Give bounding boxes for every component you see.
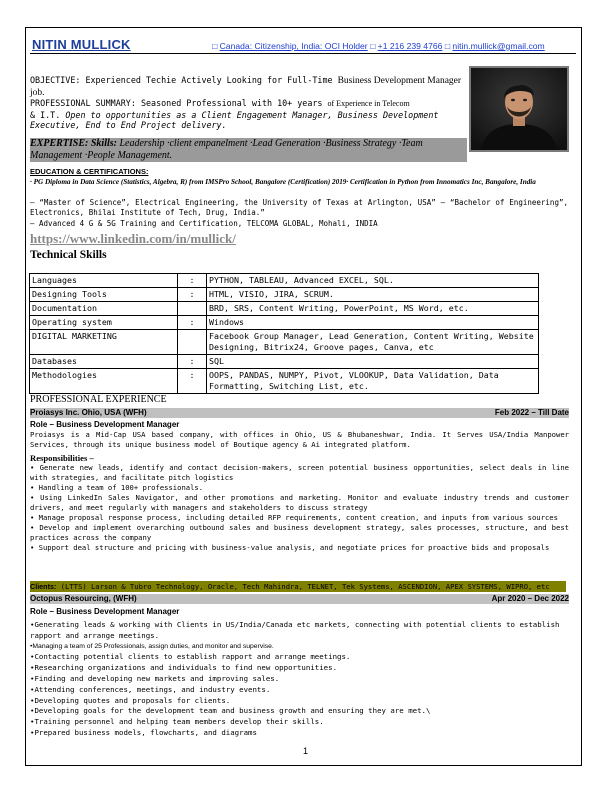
job1-bullets bbox=[30, 463, 569, 553]
skill-separator: : bbox=[178, 316, 207, 330]
skill-separator: : bbox=[178, 369, 207, 394]
skill-values: BRD, SRS, Content Writing, PowerPoint, MS Word, etc. bbox=[207, 302, 539, 316]
skill-separator: : bbox=[178, 274, 207, 288]
linkedin-link[interactable]: https://www.linkedin.com/in/mullick/ bbox=[30, 231, 236, 246]
job1-bullet: • Using LinkedIn Sales Navigator, and other promotions and marketing. Monitor and evaluate industry trends and customer drivers, and meet regularly with managers and stakeholders to discuss strategy bbox=[30, 493, 569, 512]
skills-row bbox=[30, 288, 539, 302]
job2-role: Role – Business Development Manager bbox=[30, 607, 180, 616]
skill-separator bbox=[178, 302, 207, 316]
education-line-1: · PG Diploma in Data Science (Statistics, Algebra, R) from IMSPro School, Bangalore (Certification) 2019· Certification in Python from Innomatics Inc, Bangalore, India bbox=[30, 178, 536, 186]
skills-row bbox=[30, 330, 539, 355]
job1-bullet: • Develop and implement overarching outbound sales and business development strategy, sales processes, structure, and best practices across the company bbox=[30, 523, 569, 542]
job1-responsibilities-heading: Responsibilities – bbox=[30, 453, 94, 463]
professional-text: Seasoned Professional with 10+ years bbox=[140, 98, 323, 108]
profile-photo-icon bbox=[471, 68, 567, 150]
header-divider bbox=[30, 53, 576, 54]
profile-photo bbox=[469, 66, 569, 152]
skill-category: DIGITAL MARKETING bbox=[30, 330, 178, 355]
expertise-block bbox=[30, 138, 467, 162]
job1-bullet: • Manage proposal response process, including detailed RFP requirements, content creation, and inputs from various sources bbox=[30, 513, 558, 522]
technical-skills-heading: Technical Skills bbox=[30, 249, 107, 261]
job2-bullet: •Researching organizations and individuals to find new opportunities. bbox=[30, 663, 338, 673]
skill-values: Windows bbox=[207, 316, 539, 330]
location-text[interactable]: Canada: Citizenship, India: OCI Holder bbox=[219, 41, 368, 51]
skill-category: Methodologies bbox=[30, 369, 178, 394]
skill-values: SQL bbox=[207, 355, 539, 369]
clients-text: (LTTS) Larson & Tubro Technology, Oracle, Tech Mahindra, TELNET, Tek Systems, ASCENDION, APEX SYSTEMS, WIPRO, etc bbox=[60, 582, 550, 591]
job2-bullet: •Prepared business models, flowcharts, and diagrams bbox=[30, 727, 257, 737]
skill-category: Languages bbox=[30, 274, 178, 288]
expertise-label: EXPERTISE: Skills: bbox=[30, 138, 117, 149]
job2-bullet: •Finding and developing new markets and improving sales. bbox=[30, 673, 280, 683]
job1-dates: Feb 2022 – Till Date bbox=[494, 408, 569, 417]
objective-label: OBJECTIVE: bbox=[30, 75, 81, 85]
professional-label: PROFESSIONAL SUMMARY: bbox=[30, 98, 136, 108]
skill-separator: : bbox=[178, 288, 207, 302]
phone-link[interactable]: +1 216 239 4766 bbox=[377, 41, 443, 51]
skill-values: OOPS, PANDAS, NUMPY, Pivot, VLOOKUP, Data Validation, Data Formatting, Switching List, etc. bbox=[207, 369, 539, 394]
skill-category: Designing Tools bbox=[30, 288, 178, 302]
education-heading: EDUCATION & CERTIFICATIONS: bbox=[30, 167, 149, 176]
job2-header-bar bbox=[30, 594, 569, 604]
job1-role: Role – Business Development Manager bbox=[30, 420, 180, 429]
phone-icon: □ bbox=[370, 41, 378, 51]
skill-values: HTML, VISIO, JIRA, SCRUM. bbox=[207, 288, 539, 302]
skills-row bbox=[30, 369, 539, 394]
technical-skills-table bbox=[29, 273, 539, 394]
objective-text: Experienced Techie Actively Looking for Full-Time bbox=[85, 75, 333, 85]
professional-serif: of Experience in Telecom bbox=[327, 99, 410, 108]
skill-category: Documentation bbox=[30, 302, 178, 316]
job2-bullet: •Managing a team of 25 Professionals, assign duties, and monitor and supervise. bbox=[30, 642, 274, 650]
job2-bullets bbox=[30, 620, 560, 739]
education-line-3: – Advanced 4 G & 5G Training and Certification, TELCOMA GLOBAL, Mohali, INDIA bbox=[30, 219, 378, 228]
skill-values: Facebook Group Manager, Lead Generation, Content Writing, Website Designing, Bitrix24, Groove pages, Canva, etc bbox=[207, 330, 539, 355]
skill-separator bbox=[178, 330, 207, 355]
email-icon: □ bbox=[444, 41, 453, 51]
job2-bullet: •Training personnel and helping team members develop their skills. bbox=[30, 717, 324, 727]
skills-row bbox=[30, 274, 539, 288]
job2-company: Octopus Resourcing, (WFH) bbox=[30, 594, 137, 603]
experience-heading: PROFESSIONAL EXPERIENCE bbox=[30, 394, 167, 405]
skill-category: Operating system bbox=[30, 316, 178, 330]
job2-bullet: •Generating leads & working with Clients in US/India/Canada etc markets, connecting with potential clients to establish rapport and arrange meetings. bbox=[30, 620, 560, 640]
clients-label: Clients: bbox=[30, 582, 57, 591]
job1-description: Proiasys is a Mid-Cap USA based company, with offices in Ohio, US & Bhubaneshwar, India. It Serves USA/India Manpower Services, through its unique business model of Boutique agency & Ai integrated platform. bbox=[30, 430, 569, 449]
objective-summary bbox=[30, 75, 462, 131]
professional-italic: Open to opportunities as a Client Engagement Manager, Business Development Executive, End to End Project delivery. bbox=[30, 109, 439, 130]
job1-company: Proiasys Inc. Ohio, USA (WFH) bbox=[30, 408, 147, 417]
job1-bullet: • Handling a team of 100+ professionals. bbox=[30, 483, 204, 492]
skill-values: PYTHON, TABLEAU, Advanced EXCEL, SQL. bbox=[207, 274, 539, 288]
objective-serif: Business Development Manager job. bbox=[30, 76, 462, 98]
job1-clients bbox=[30, 581, 566, 592]
job1-bullet: • Support deal structure and pricing with business-value analysis, and negotiate prices for proactive bids and proposals bbox=[30, 543, 550, 552]
job2-bullet: •Attending conferences, meetings, and industry events. bbox=[30, 684, 271, 694]
skills-row bbox=[30, 355, 539, 369]
professional-line2: & I.T. bbox=[30, 109, 61, 120]
skills-row bbox=[30, 316, 539, 330]
education-line-2: – “Master of Science”, Electrical Engineering, the University of Texas at Arlington, USA” – “Bachelor of Engineering”, Electronics, Bhilai Institute of Tech, Drug, India.” bbox=[30, 198, 568, 217]
contact-line bbox=[212, 41, 545, 51]
location-icon: □ bbox=[212, 41, 220, 51]
skill-category: Databases bbox=[30, 355, 178, 369]
email-link[interactable]: nitin.mullick@gmail.com bbox=[452, 41, 545, 51]
skill-separator: : bbox=[178, 355, 207, 369]
skills-row bbox=[30, 302, 539, 316]
expertise-text: Leadership ·client empanelment ·Lead Generation ·Business Strategy ·Team Management ·People Management. bbox=[30, 138, 423, 161]
page-number: 1 bbox=[303, 746, 309, 756]
job2-dates: Apr 2020 – Dec 2022 bbox=[491, 594, 569, 603]
job1-bullet: • Generate new leads, identify and contact decision-makers, screen potential business opportunities, select deals in line with strategies, and facilitate pitch logistics bbox=[30, 463, 569, 482]
candidate-name: NITIN MULLICK bbox=[32, 37, 131, 52]
job2-bullet: •Contacting potential clients to establish rapport and arrange meetings. bbox=[30, 652, 351, 662]
job2-bullet: •Developing goals for the development team and business growth and ensuring they are met.\ bbox=[30, 706, 431, 716]
job2-bullet: •Developing quotes and proposals for clients. bbox=[30, 695, 231, 705]
job1-header-bar bbox=[30, 408, 569, 418]
